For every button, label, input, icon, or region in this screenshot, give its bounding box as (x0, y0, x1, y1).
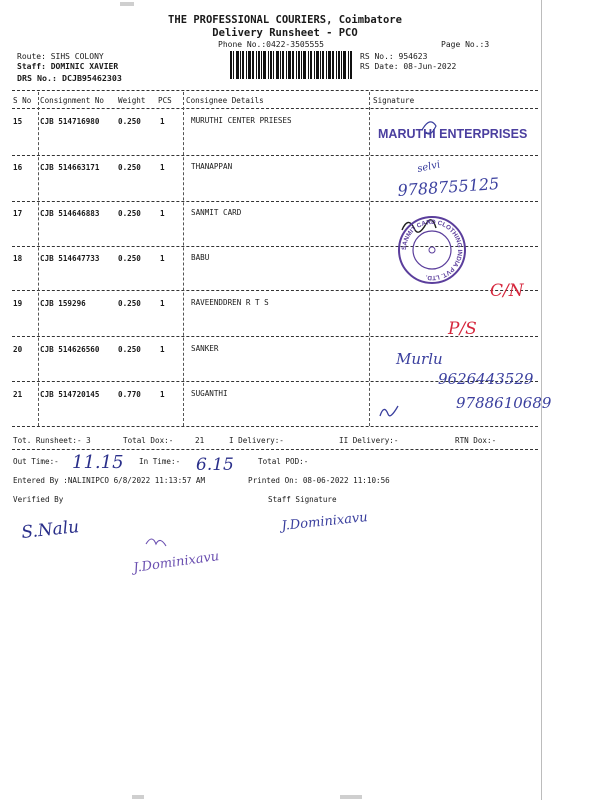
row-sno: 20 (13, 345, 23, 354)
handwritten-note: P/S (448, 319, 477, 339)
verified-by-label: Verified By (13, 495, 64, 504)
row-sno: 17 (13, 209, 23, 218)
ii-delivery-label: II Delivery:- (339, 436, 399, 445)
row-consignee: SANMIT CARD (191, 208, 242, 217)
row-sno: 15 (13, 117, 23, 126)
company-name: THE PROFESSIONAL COURIERS, Coimbatore (168, 14, 402, 26)
signature-scribble (146, 539, 166, 546)
row-consignee: SUGANTHI (191, 389, 228, 398)
verified-signature: S.Nalu (20, 517, 81, 543)
row-pcs: 1 (160, 163, 165, 172)
total-dox-value: 21 (195, 436, 205, 445)
column-divider (183, 92, 184, 426)
entered-by: Entered By :NALINIPCO 6/8/2022 11:13:57 AM (13, 476, 206, 485)
signature-scribble (380, 406, 398, 416)
row-pcs: 1 (160, 345, 165, 354)
row-consignee: THANAPPAN (191, 162, 233, 171)
table-top-rule (12, 90, 538, 91)
row-weight: 0.250 (118, 345, 141, 354)
column-divider (38, 92, 39, 426)
column-header-sno: S No (13, 96, 32, 105)
row-weight: 0.250 (118, 209, 141, 218)
scan-mark (340, 795, 362, 799)
handwritten-phone: 9788610689 (456, 394, 552, 412)
row-weight: 0.250 (118, 117, 141, 126)
barcode-icon (230, 51, 352, 79)
row-pcs: 1 (160, 390, 165, 399)
row-weight: 0.250 (118, 254, 141, 263)
row-consignee: SANKER (191, 344, 219, 353)
column-header-consignment: Consignment No (40, 96, 105, 105)
total-dox-label: Total Dox:- (123, 436, 174, 445)
row-consignment: CJB 514663171 (40, 163, 100, 172)
maruthi-enterprises-stamp: MARUTHI ENTERPRISES (378, 127, 528, 141)
handwritten-phone: 9788755125 (396, 173, 500, 200)
stamp-text: SANMIT CARD CLOTHING INDIA PVT. LTD. (400, 218, 464, 282)
row-sno: 18 (13, 254, 23, 263)
handwritten-name: Murlu (396, 350, 443, 368)
rtn-dox-label: RTN Dox:- (455, 436, 497, 445)
row-consignment: CJB 514647733 (40, 254, 100, 263)
company-stamp (397, 215, 467, 285)
row-weight: 0.770 (118, 390, 141, 399)
row-pcs: 1 (160, 117, 165, 126)
column-header-pcs: PCS (158, 96, 172, 105)
row-weight: 0.250 (118, 163, 141, 172)
column-header-weight: Weight (118, 96, 146, 105)
handwritten-in-time: 6.15 (196, 455, 234, 475)
handwritten-phone: 9626443529 (438, 370, 534, 388)
staff-signature: J.Dominixavu (280, 510, 369, 534)
row-sno: 19 (13, 299, 23, 308)
handwritten-note: C/N (490, 281, 524, 301)
page-number: Page No.:3 (441, 40, 490, 49)
tot-runsheet: Tot. Runsheet:- 3 (13, 436, 91, 445)
row-consignment: CJB 514720145 (40, 390, 100, 399)
staff-signature-label: Staff Signature (268, 495, 337, 504)
row-weight: 0.250 (118, 299, 141, 308)
rs-number: RS No.: 954623 (360, 52, 428, 61)
row-pcs: 1 (160, 299, 165, 308)
row-pcs: 1 (160, 209, 165, 218)
out-time-label: Out Time:- (13, 457, 59, 466)
total-pod-label: Total POD:- (258, 457, 309, 466)
row-consignment: CJB 514626560 (40, 345, 100, 354)
column-header-consignee: Consignee Details (186, 96, 264, 105)
row-consignment: CJB 514716980 (40, 117, 100, 126)
row-consignment: CJB 159296 (40, 299, 86, 308)
column-header-signature: Signature (373, 96, 415, 105)
row-consignment: CJB 514646883 (40, 209, 100, 218)
footer-signatures (12, 506, 432, 592)
row-consignee: BABU (191, 253, 210, 262)
drs-number: DRS No.: DCJB95462303 (17, 73, 122, 83)
time-handwriting (60, 442, 280, 476)
scan-mark (132, 795, 144, 799)
table-header-rule (12, 108, 538, 109)
i-delivery-label: I Delivery:- (229, 436, 284, 445)
row-pcs: 1 (160, 254, 165, 263)
scan-mark (120, 2, 134, 6)
staff-label: Staff: DOMINIC XAVIER (17, 62, 119, 71)
route-label: Route: SIHS COLONY (17, 52, 104, 61)
document-title: Delivery Runsheet - PCO (212, 27, 358, 39)
row-sno: 21 (13, 390, 23, 399)
row-consignee: MURUTHI CENTER PRIESES (191, 116, 292, 125)
handwritten-out-time: 11.15 (72, 452, 124, 473)
in-time-label: In Time:- (139, 457, 181, 466)
row-sno: 16 (13, 163, 23, 172)
printed-on: Printed On: 08-06-2022 11:10:56 (248, 476, 390, 485)
phone-number: Phone No.:0422-3505555 (218, 40, 324, 49)
rs-date: RS Date: 08-Jun-2022 (360, 62, 457, 71)
handwritten-name: selvi (416, 159, 442, 175)
row-consignee: RAVEENDDREN R T S (191, 298, 269, 307)
table-bottom-rule (12, 426, 538, 427)
svg-text:SANMIT CARD CLOTHING INDIA PVT (401, 219, 463, 281)
second-staff-signature: J.Dominixavu (132, 549, 221, 576)
